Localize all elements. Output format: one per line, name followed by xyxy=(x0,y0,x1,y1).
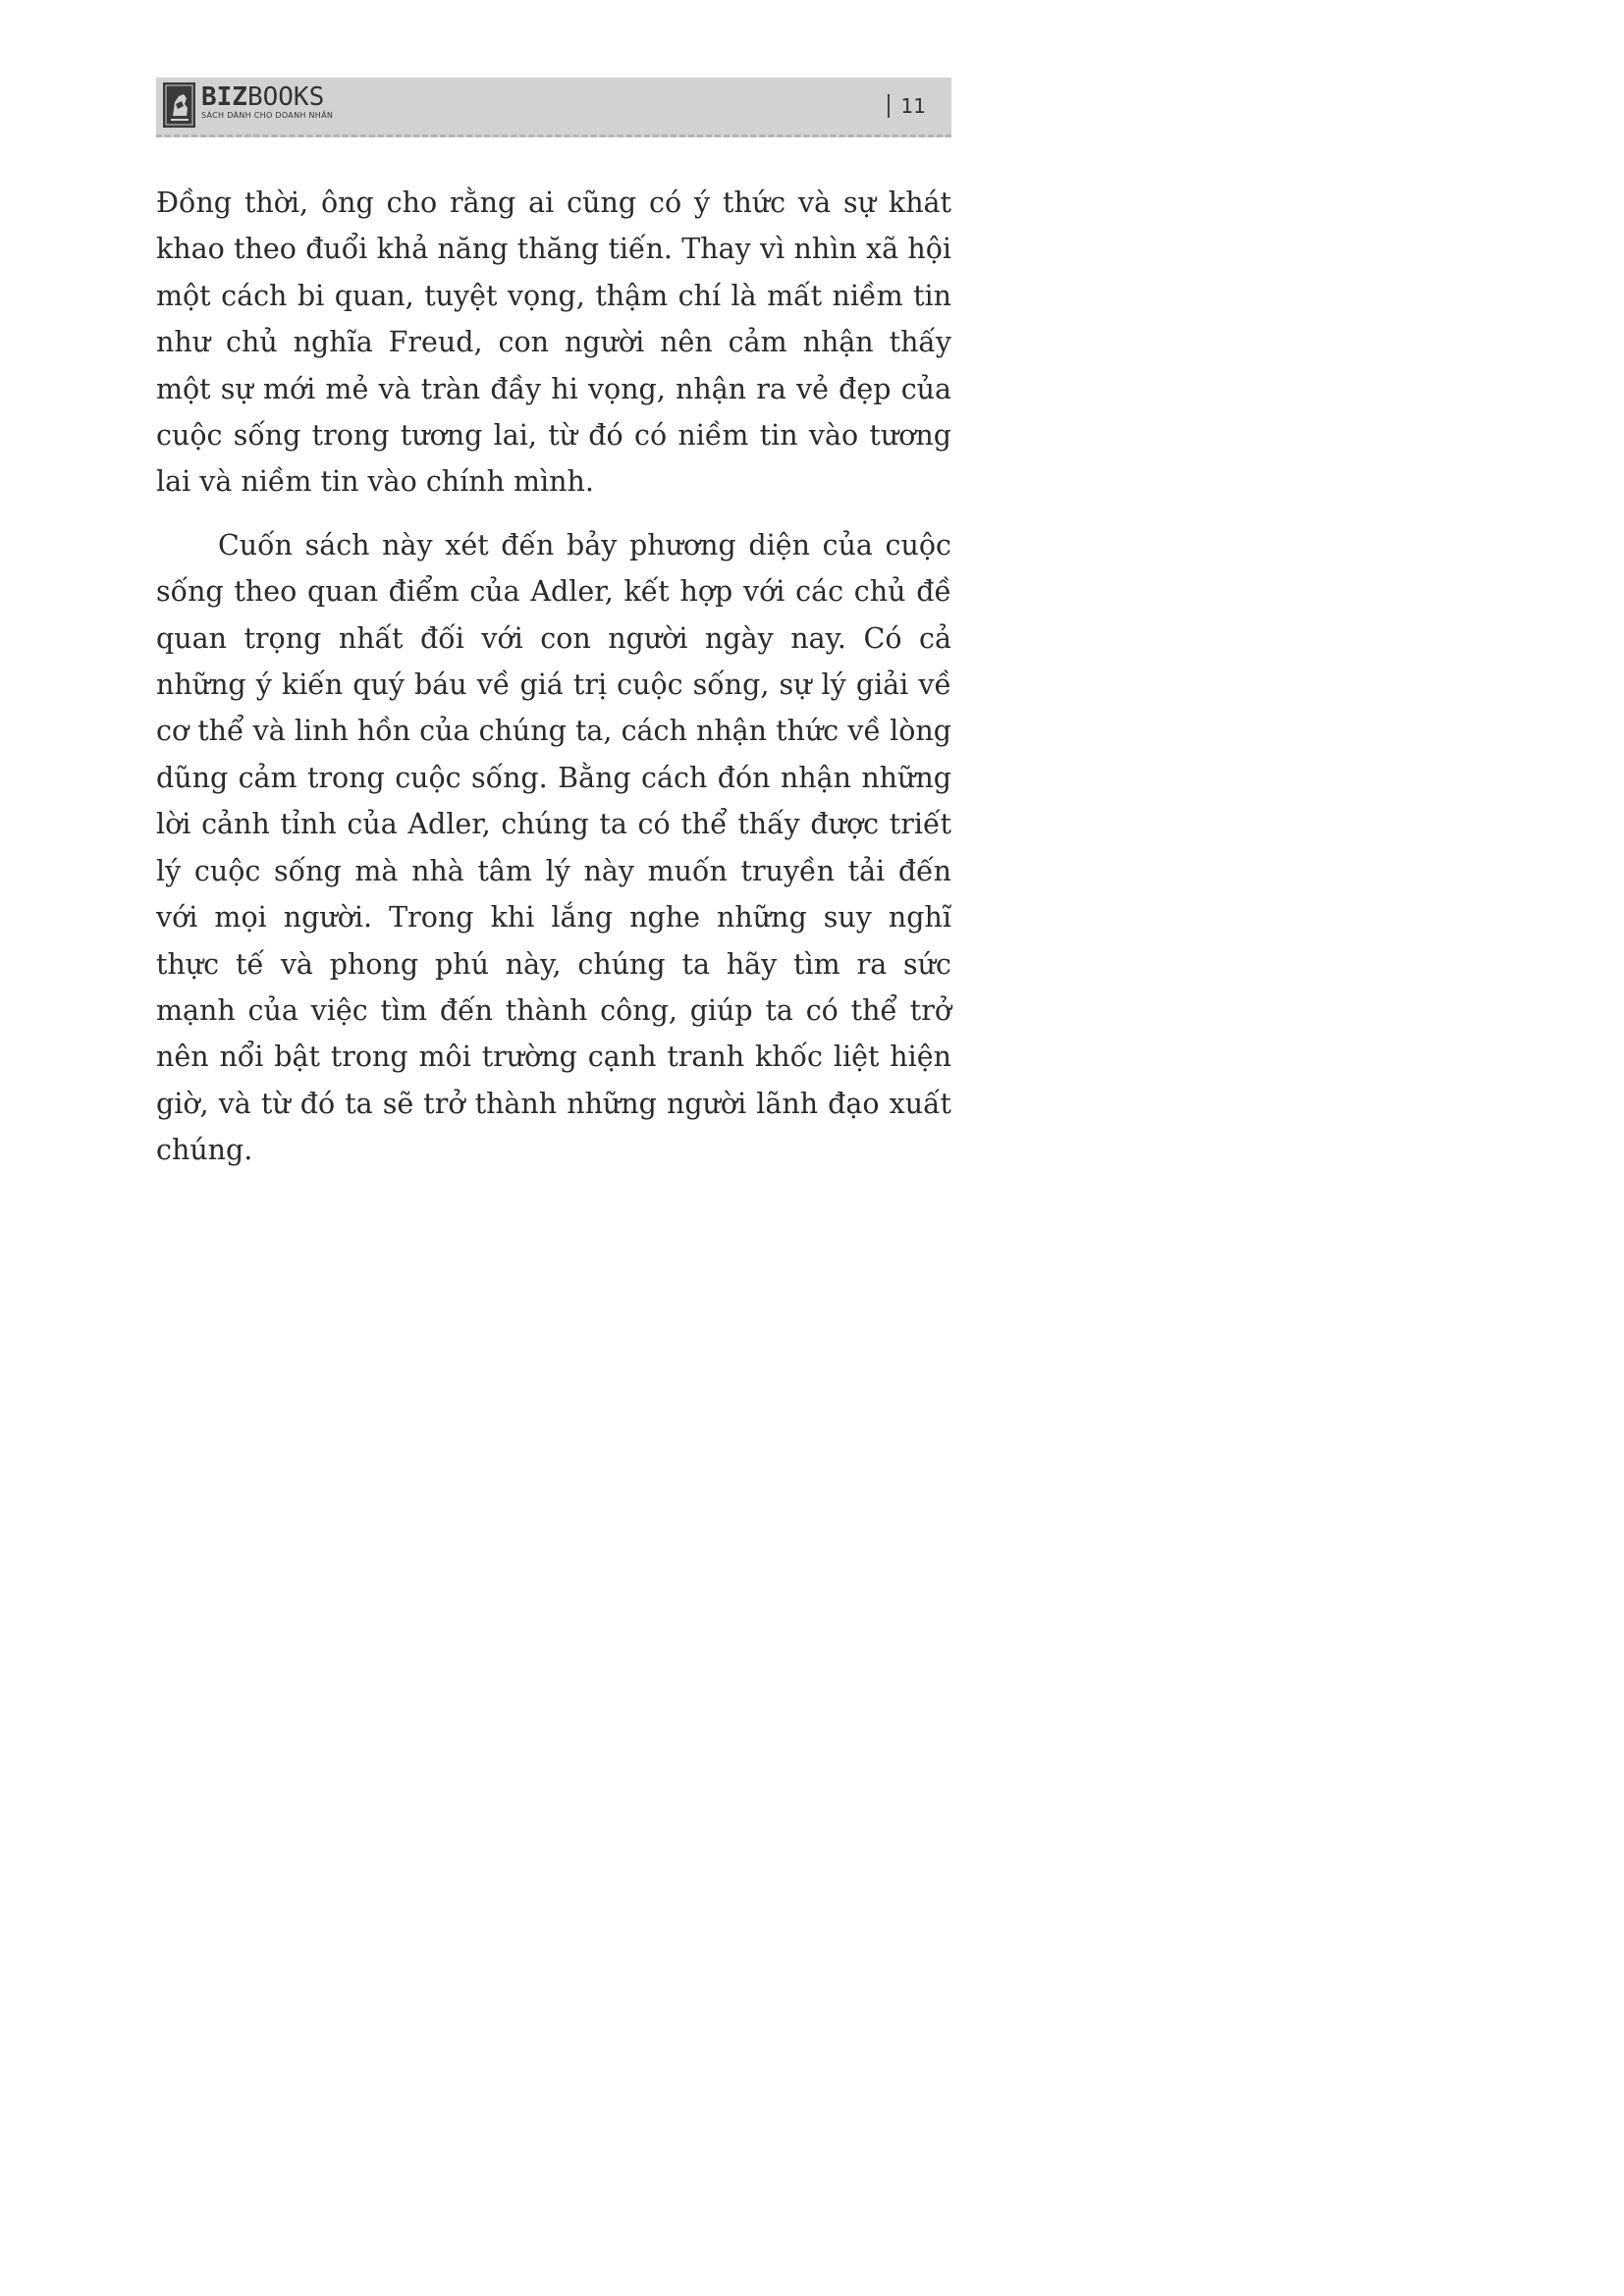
brand-name-rest: BOOKS xyxy=(246,82,325,112)
page-header xyxy=(156,78,951,137)
page-number-divider xyxy=(888,94,890,118)
brand-name xyxy=(201,83,358,111)
page-number: 11 xyxy=(900,94,926,118)
brand-name-bold: BIZ xyxy=(201,82,247,112)
paragraph-2: Cuốn sách này xét đến bảy phương diện của cuộc sống theo quan điểm của Adler, kết hợp với các chủ đề quan trọng nhất đối với con người ngày nay. Có cả những ý kiến quý báu về giá trị cuộc sống, sự lý giải về cơ thể và linh hồn của chúng ta, cách nhận thức về lòng dũng cảm trong cuộc sống. Bằng cách đón nhận những lời cảnh tỉnh của Adler, chúng ta có thể thấy được triết lý cuộc sống mà nhà tâm lý này muốn truyền tải đến với mọi người. Trong khi lắng nghe những suy nghĩ thực tế và phong phú này, chúng ta hãy tìm ra sức mạnh của việc tìm đến thành công, giúp ta có thể trở nên nổi bật trong môi trường cạnh tranh khốc liệt hiện giờ, và từ đó ta sẽ trở thành những người lãnh đạo xuất chúng. xyxy=(156,528,951,1167)
body-text xyxy=(156,180,951,1174)
bizbooks-logo-icon xyxy=(163,82,195,128)
brand-logo-text xyxy=(201,83,358,121)
page-number-area xyxy=(888,93,926,119)
brand-tagline: SÁCH DÀNH CHO DOANH NHÂN xyxy=(201,111,334,120)
paragraph-1: Đồng thời, ông cho rằng ai cũng có ý thức và sự khát khao theo đuổi khả năng thăng tiến. Thay vì nhìn xã hội một cách bi quan, tuyệt vọng, thậm chí là mất niềm tin như chủ nghĩa Freud, con người nên cảm nhận thấy một sự mới mẻ và tràn đầy hi vọng, nhận ra vẻ đẹp của cuộc sống trong tương lai, từ đó có niềm tin vào tương lai và niềm tin vào chính mình. xyxy=(156,187,951,499)
